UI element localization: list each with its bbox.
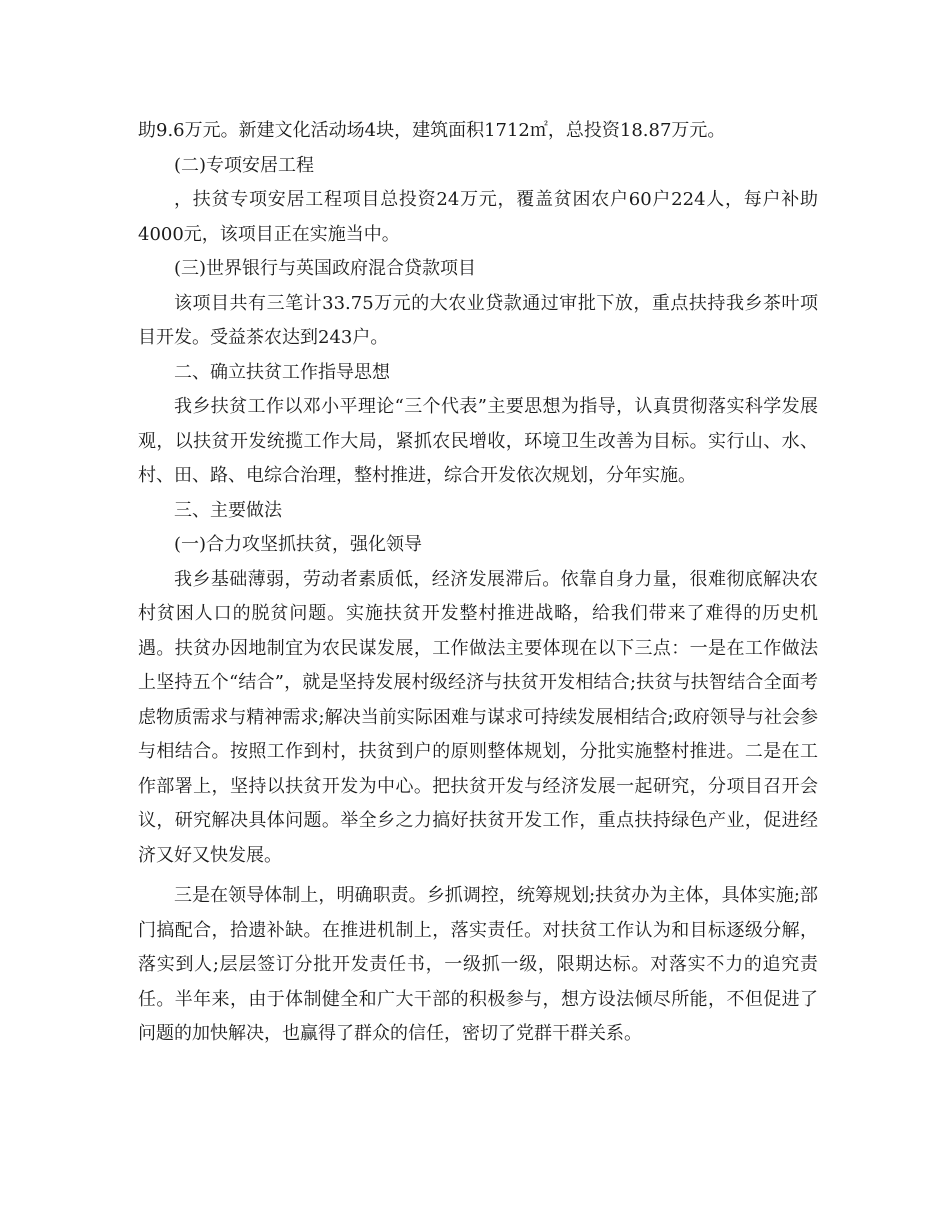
section-heading-housing-project: (二)专项安居工程	[174, 154, 315, 176]
paragraph-housing-project: ，扶贫专项安居工程项目总投资24万元，覆盖贫困农户60户224人，每户补助4000元，该项目正在实施当中。	[138, 189, 818, 245]
section-heading-world-bank-loan: (三)世界银行与英国政府混合贷款项目	[174, 258, 477, 279]
section-heading-main-practices: 三、主要做法	[174, 499, 282, 521]
subsection-heading-leadership: (一)合力攻坚抓扶贫，强化领导	[174, 534, 423, 555]
paragraph-leadership-system: 三是在领导体制上，明确职责。乡抓调控，统筹规划;扶贫办为主体，具体实施;部门搞配合，拾遗补缺。在推进机制上，落实责任。对扶贫工作认为和目标逐级分解，落实到人;层层签订分批开发责任书，一级抓一级，限期达标。对落实不力的追究责任。半年来，由于体制健全和广大干部的积极参与，想方设法倾尽所能，不但促进了问题的加快解决，也赢得了群众的信任，密切了党群干群关系。	[138, 885, 818, 1044]
paragraph-continuation: 助9.6万元。新建文化活动场4块，建筑面积1712㎡，总投资18.87万元。	[138, 120, 726, 141]
section-heading-guiding-ideology: 二、确立扶贫工作指导思想	[174, 361, 390, 383]
document-body	[138, 114, 818, 1052]
paragraph-leadership: 我乡基础薄弱，劳动者素质低，经济发展滞后。依靠自身力量，很难彻底解决农村贫困人口的脱贫问题。实施扶贫开发整村推进战略，给我们带来了难得的历史机遇。扶贫办因地制宜为农民谋发展，工作做法主要体现在以下三点：一是在工作做法上坚持五个“结合”，就是坚持发展村级经济与扶贫开发相结合;扶贫与扶智结合全面考虑物质需求与精神需求;解决当前实际困难与谋求可持续发展相结合;政府领导与社会参与相结合。按照工作到村，扶贫到户的原则整体规划，分批实施整村推进。二是在工作部署上，坚持以扶贫开发为中心。把扶贫开发与经济发展一起研究，分项目召开会议，研究解决具体问题。举全乡之力搞好扶贫开发工作，重点扶持绿色产业，促进经济又好又快发展。	[138, 568, 818, 866]
paragraph-world-bank-loan: 该项目共有三笔计33.75万元的大农业贷款通过审批下放，重点扶持我乡茶叶项目开发。受益茶农达到243户。	[138, 292, 818, 348]
paragraph-guiding-ideology: 我乡扶贫工作以邓小平理论“三个代表”主要思想为指导，认真贯彻落实科学发展观，以扶贫开发统揽工作大局，紧抓农民增收，环境卫生改善为目标。实行山、水、村、田、路、电综合治理，整村推进，综合开发依次规划，分年实施。	[138, 396, 818, 486]
